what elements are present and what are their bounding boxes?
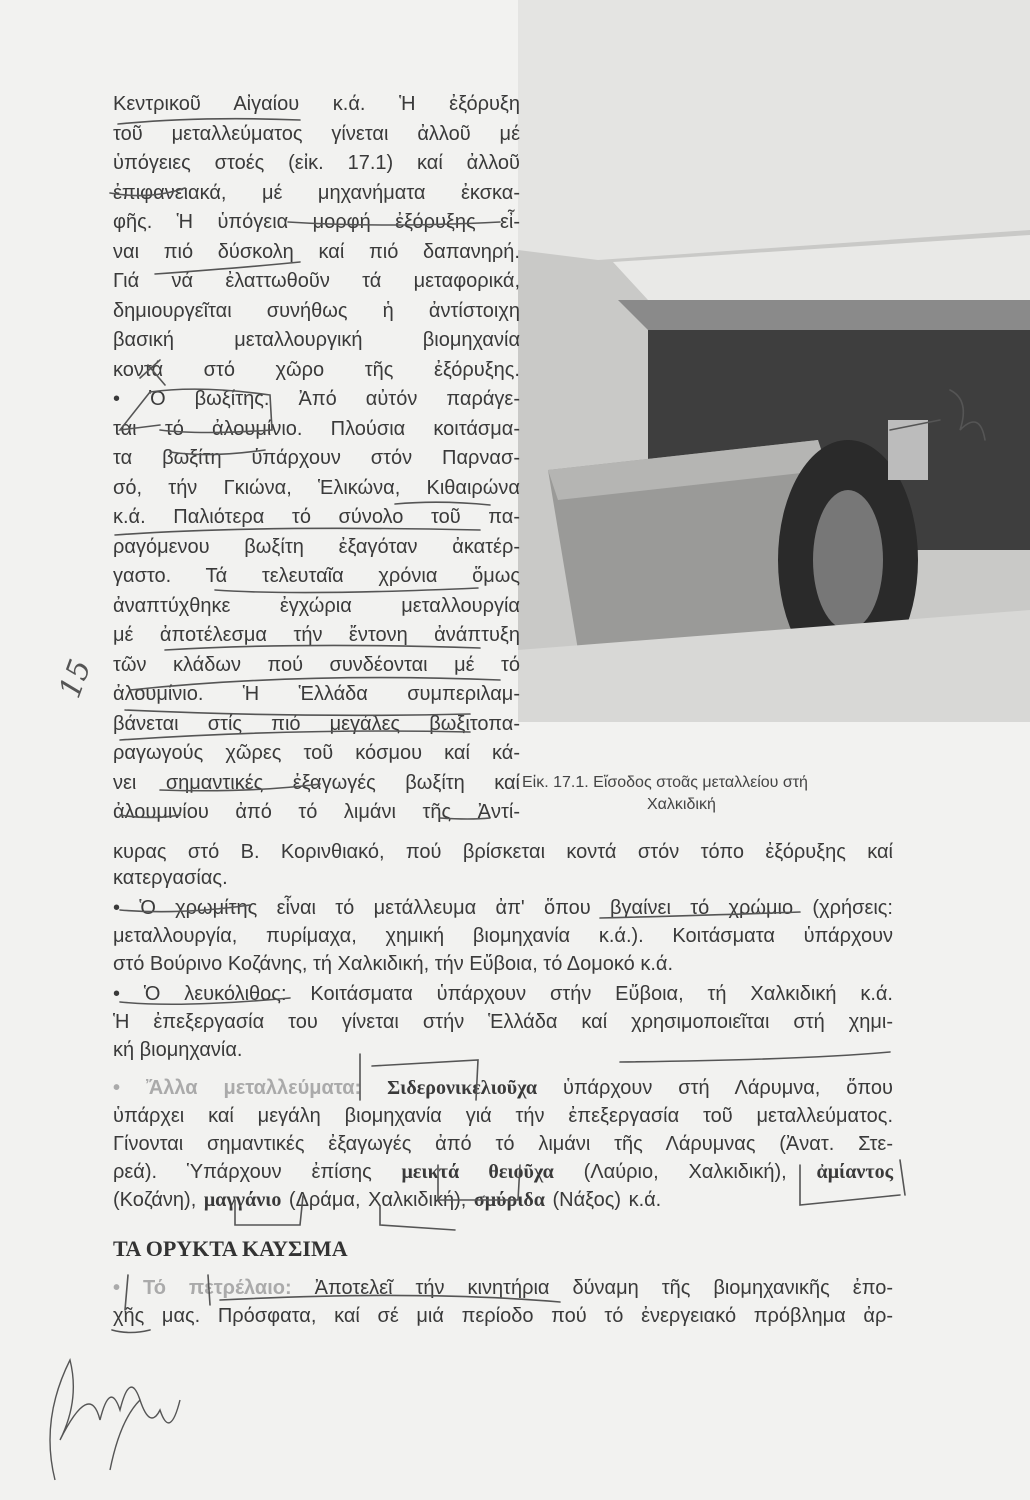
text-line: ραγωγούς χῶρες τοῦ κόσμου καί κά-: [113, 742, 520, 764]
text-span: ρεά). Ὑπάρχουν ἐπίσης: [113, 1161, 372, 1183]
text-span: (Δράμα, Χαλκιδική),: [288, 1189, 467, 1211]
text-line: γαστο. Τά τελευταῖα χρόνια ὅμως: [113, 565, 520, 587]
other-metals-label: • Ἄλλα μεταλλεύματα:: [113, 1077, 362, 1099]
text-line: μέ ἀποτέλεσμα τήν ἔντονη ἀνάπτυξη: [113, 624, 520, 646]
text-line: τῶν κλάδων πού συνδέονται μέ τό: [113, 653, 520, 676]
text-span: (Κοζάνη),: [113, 1189, 197, 1211]
loader-illustration: [518, 0, 1030, 722]
text-line: τοῦ μεταλλεύματος γίνεται ἀλλοῦ μέ: [113, 122, 520, 145]
text-line: κ.ά. Παλιότερα τό σύνολο τοῦ πα-: [113, 506, 520, 528]
term-amiantos: ἀμίαντος: [816, 1161, 894, 1183]
text-line: νει σημαντικές ἐξαγωγές βωξίτη καί: [113, 771, 520, 794]
text-line: ἀλουμινίου ἀπό τό λιμάνι τῆς Ἀντί-: [113, 801, 520, 823]
text-line: • Ὁ λευκόλιθος: Κοιτάσματα ὑπάρχουν στήν Εὔβοια, τή Χαλκιδική κ.ά.: [113, 983, 893, 1005]
other-metals-line-1: [113, 1076, 893, 1100]
text-line: δημιουργεῖται συνήθως ἡ ἀντίστοιχη: [113, 299, 520, 322]
text-line: Κεντρικοῦ Αἰγαίου κ.ά. Ἡ ἐξόρυξη: [113, 93, 520, 115]
text-line: κοντά στό χῶρο τῆς ἐξόρυξης.: [113, 358, 520, 381]
other-metals-line-3: Γίνονται σημαντικές ἐξαγωγές ἀπό τό λιμάνι τῆς Λάρυμνας (Ἀνατ. Στε-: [113, 1133, 893, 1155]
text-line: κυρας στό Β. Κορινθιακό, πού βρίσκεται κοντά στόν τόπο ἐξόρυξης καί: [113, 841, 893, 863]
text-line: ἀναπτύχθηκε ἐγχώρια μεταλλουργία: [113, 594, 520, 617]
text-line: ραγόμενου βωξίτη ἐξαγόταν ἀκατέρ-: [113, 535, 520, 558]
term-manganio: μαγγάνιο: [203, 1189, 282, 1211]
text-line: • Ὁ βωξίτης. Ἀπό αὐτόν παράγε-: [113, 388, 520, 410]
text-line: φῆς. Ἡ ὑπόγεια μορφή ἐξόρυξης εἶ-: [113, 211, 520, 233]
signature: [50, 1360, 180, 1480]
text-span: (Νάξος) κ.ά.: [552, 1189, 662, 1211]
figure-caption-line-2: Χαλκιδική: [647, 796, 716, 813]
text-span: Ἀποτελεῖ τήν κινητήρια δύναμη τῆς βιομηχανικῆς ἐπο-: [314, 1277, 893, 1299]
text-line: ἐπιφανειακά, μέ μηχανήματα ἐκσκα-: [113, 181, 520, 204]
text-line: Ἡ ἐπεξεργασία του γίνεται στήν Ἑλλάδα καί χρησιμοποιεῖται στή χημι-: [113, 1011, 893, 1033]
text-line: κή βιομηχανία.: [113, 1039, 243, 1061]
section-heading: ΤΑ ΟΡΥΚΤΑ ΚΑΥΣΙΜΑ: [113, 1236, 348, 1261]
text-span: (Λαύριο, Χαλκιδική),: [583, 1161, 787, 1183]
oil-label: • Τό πετρέλαιο:: [113, 1277, 292, 1299]
text-span: ὑπάρχουν στή Λάρυμνα, ὅπου: [562, 1077, 893, 1099]
margin-note-text: 15: [52, 654, 99, 703]
text-line: Γιά νά ἐλαττωθοῦν τά μεταφορικά,: [113, 270, 520, 292]
oil-line-2: χῆς μας. Πρόσφατα, καί σέ μιά περίοδο πού τό ἐνεργειακό πρόβλημα ἀρ-: [113, 1305, 893, 1327]
text-line: ὑπόγειες στοές (εἰκ. 17.1) καί ἀλλοῦ: [113, 152, 520, 174]
text-line: ναι πιό δύσκολη καί πιό δαπανηρή.: [113, 240, 520, 263]
text-line: στό Βούρινο Κοζάνης, τή Χαλκιδική, τήν Εὔβοια, τό Δομοκό κ.ά.: [113, 953, 674, 975]
text-line: τα βωξίτη ὑπάρχουν στόν Παρνασ-: [113, 447, 520, 469]
text-line: ται τό ἀλουμίνιο. Πλούσια κοιτάσμα-: [113, 417, 520, 440]
text-line: βασική μεταλλουργική βιομηχανία: [113, 329, 520, 351]
text-line: μεταλλουργία, πυρίμαχα, χημική βιομηχανία κ.ά.). Κοιτάσματα ὑπάρχουν: [113, 925, 893, 947]
other-metals-line-2: ὑπάρχει καί μεγάλη βιομηχανία γιά τήν ἐπεξεργασία τοῦ μεταλλεύματος.: [113, 1105, 893, 1127]
other-metals-line-5: [113, 1188, 893, 1212]
other-metals-line-4: [113, 1160, 893, 1184]
margin-note-15: [53, 655, 99, 703]
text-line: κατεργασίας.: [113, 867, 228, 889]
text-line: ἀλουμίνιο. Ἡ Ἑλλάδα συμπεριλαμ-: [113, 683, 520, 705]
figure-caption-line-1: Εἰκ. 17.1. Εἴσοδος στοᾶς μεταλλείου στή: [522, 774, 808, 791]
mine-entrance-photo: [518, 0, 1030, 722]
oil-line-1: [113, 1276, 893, 1300]
term-meikta-theioucha: μεικτά θειοῦχα: [401, 1161, 554, 1183]
term-sideronikelioucha: Σιδερονικελιοῦχα: [387, 1077, 538, 1099]
text-line: βάνεται στίς πιό μεγάλες βωξιτοπα-: [113, 712, 520, 735]
term-smyrida: σμύριδα: [473, 1189, 545, 1211]
text-line: • Ὁ χρωμίτης εἶναι τό μετάλλευμα ἀπ' ὅπου βγαίνει τό χρώμιο (χρήσεις:: [113, 897, 893, 919]
text-line: σό, τήν Γκιώνα, Ἑλικώνα, Κιθαιρώνα: [113, 476, 520, 499]
